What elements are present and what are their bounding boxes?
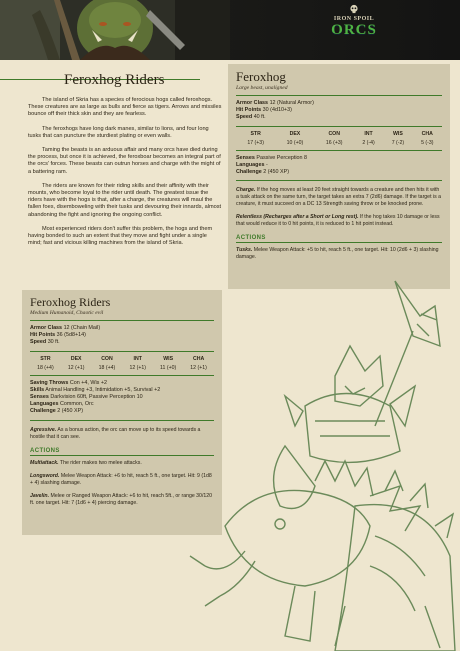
ability-name: CON (101, 355, 113, 362)
article-paragraph: The riders are known for their riding skills and their affinity with their mounts, who become loyal to the rider until death. The greatest issue the riders have with the hogs is that, after a charge, the creatures will maul the fallen foes, disemboweling with their tusks and devouring their innards, almost abandoning the fight and ignoring the ongoing conflict. (28, 182, 222, 218)
brand-logo (328, 4, 380, 56)
ability-score: 2 (-4) (362, 139, 375, 146)
trait-charge: Charge. If the hog moves at least 20 feet straight towards a creature and then hits it with a tusk attack on the same turn, the target takes an extra 7 (2d6) damage. If the target is a creature, it must succeed on a DC 13 Strength saving throw or be knocked prone. (236, 187, 442, 208)
ability-score: 11 (+0) (160, 364, 177, 371)
languages-line: Languages Common, Orc (30, 401, 94, 408)
article-paragraph: Taming the beasts is an arduous affair and many orcs have died during the process, but once it is achieved, the feroxboar becomes an integral part of the orcs' forces. These beasts can outrun horses and charge with the might of a battering ram. (28, 147, 221, 175)
divider (236, 180, 442, 181)
action-multiattack: Multiattack. The rider makes two melee attacks. (30, 459, 142, 466)
ability-name: WIS (393, 130, 403, 137)
article-paragraph: The island of Skria has a species of ferocious hogs called feroxhogs. These creatures are as large as bulls and fierce as tigers. Arrows and missiles bounce off their thick skin and they are fearless. (28, 97, 222, 118)
logo-main-text: ORCS (331, 22, 377, 38)
ability-name: CHA (192, 355, 205, 362)
ability-score: 12 (+1) (129, 364, 147, 371)
saving-throws-line: Saving Throws Con +4, Wis +2 (30, 379, 107, 386)
article-paragraph: Most experienced riders don't suffer this problem, the hogs and them having bonded to such an extent that they move and fight under a single mind; fast and vicious killing machines from the island of Skria. (28, 225, 213, 247)
ability-score: 18 (+4) (37, 364, 54, 371)
ability-name: INT (133, 355, 142, 362)
orc-warrior-portrait (0, 0, 230, 60)
skills-line: Skills Animal Handling +3, Intimidation +5, Survival +2 (30, 386, 161, 393)
divider (236, 95, 442, 96)
armor-class-line: Armor Class 12 (Chain Mail) (30, 325, 101, 331)
statblock-title: Feroxhog (236, 69, 286, 84)
speed-line: Speed 40 ft. (236, 114, 266, 121)
divider (236, 126, 442, 127)
challenge-line: Challenge 2 (450 XP) (236, 169, 290, 176)
hit-points-line: Hit Points 30 (4d10+3) (236, 107, 292, 114)
hog-rider-illustration (185, 276, 460, 651)
action-tusks: Tusks. Melee Weapon Attack: +5 to hit, reach 5 ft., one target. Hit: 10 (2d6 + 3) slashing damage. (236, 247, 439, 261)
challenge-line: Challenge 2 (450 XP) (30, 408, 84, 415)
ability-score: 5 (-3) (421, 139, 434, 146)
ability-name: STR (250, 130, 261, 137)
ability-scores-table (236, 131, 442, 146)
ability-name: CON (328, 130, 340, 137)
article-body (28, 97, 222, 254)
ability-score: 12 (+1) (190, 364, 207, 371)
armor-class-line: Armor Class 12 (Natural Armor) (236, 100, 314, 106)
trait-relentless: Relentless (Recharges after a Short or Long rest). If the hog takes 10 damage or less that would reduce it to 0 hit points, it is reduced to 1 hit point instead. (236, 214, 440, 228)
statblock-subtitle: Large beast, unaligned (236, 85, 288, 91)
actions-divider (236, 242, 442, 243)
ability-score: 16 (+3) (325, 139, 343, 146)
feroxhog-statblock (228, 64, 450, 289)
actions-heading: ACTIONS (30, 447, 60, 454)
languages-line: Languages - (236, 161, 268, 168)
ability-name: WIS (163, 355, 174, 362)
logo-top-text: IRON SPOIL (333, 16, 375, 22)
hit-points-line: Hit Points 36 (5d8+14) (30, 332, 86, 339)
ability-name: STR (40, 355, 51, 362)
ability-score: 17 (+3) (247, 139, 264, 146)
ability-score: 10 (+0) (286, 139, 304, 146)
skull-icon (349, 4, 359, 14)
article-title: Feroxhog Riders (64, 72, 165, 88)
senses-line: Senses Passive Perception 8 (236, 154, 308, 161)
senses-line: Senses Darkvision 60ft, Passive Perception 10 (30, 394, 143, 401)
statblock-title: Feroxhog Riders (30, 295, 111, 309)
ability-name: DEX (70, 355, 82, 362)
article-paragraph: The feroxhogs have long dark manes, similar to lions, and four long tusks that can puncture the sturdiest plating or even walls. (28, 125, 209, 139)
action-longsword: Longsword. Melee Weapon Attack: +6 to hit, reach 5 ft., one target. Hit: 9 (1d8 + 4) slashing damage. (30, 472, 212, 486)
speed-line: Speed 30 ft. (30, 339, 60, 346)
statblock-subtitle: Medium Humanoid, Chaotic evil (30, 310, 104, 316)
divider (236, 150, 442, 151)
ability-name: CHA (421, 130, 433, 137)
ability-score: 12 (+1) (67, 364, 85, 371)
ability-name: INT (364, 130, 373, 137)
ability-name: DEX (289, 130, 301, 137)
actions-heading: ACTIONS (236, 235, 266, 242)
trait-aggressive: Agressive. As a bonus action, the orc can move up to its speed towards a hostile that it can see. (30, 426, 201, 440)
ability-score: 18 (+4) (98, 364, 116, 371)
action-javelin: Javelin. Melee or Ranged Weapon Attack: +6 to hit, reach 5ft., or range 30/120 ft. one target. Hit: 7 (1d6 + 4) piercing damage. (30, 492, 213, 506)
ability-score: 7 (-2) (391, 139, 405, 146)
